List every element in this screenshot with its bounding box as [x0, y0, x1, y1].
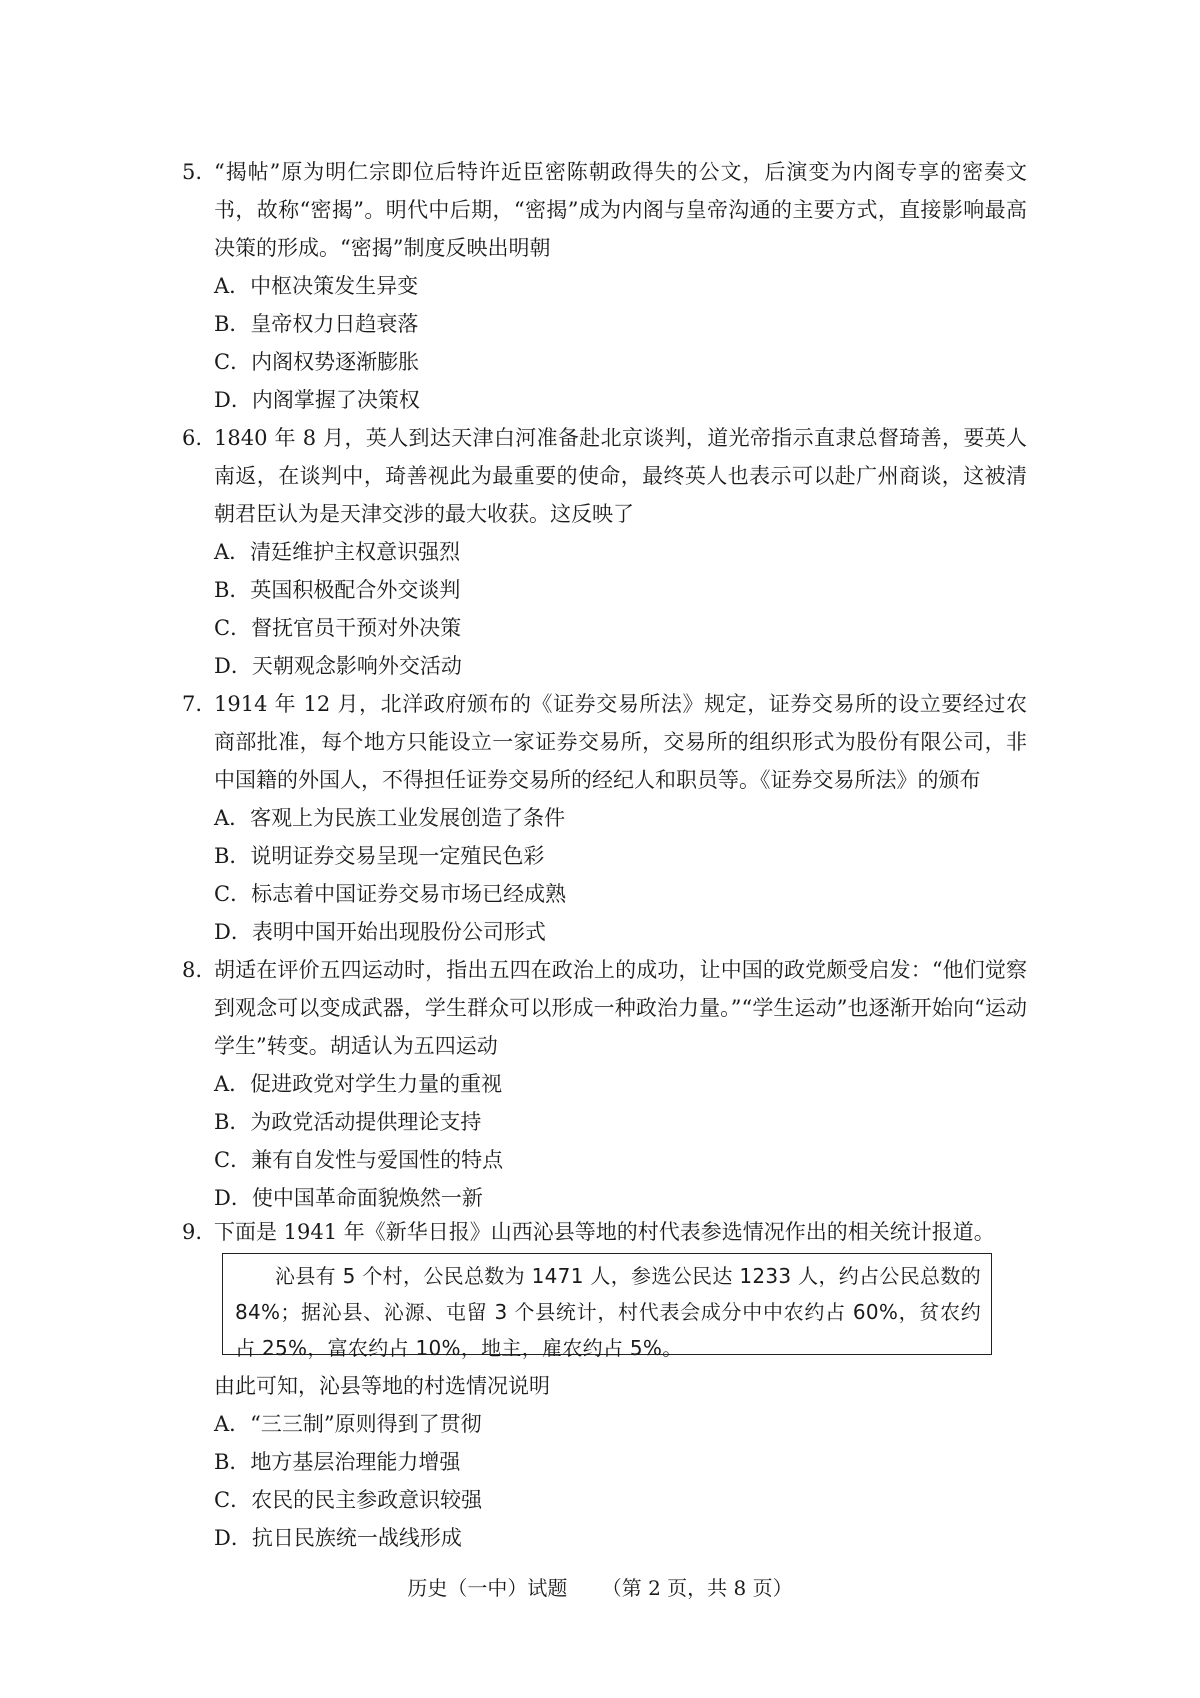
option-a[interactable]: A．客观上为民族工业发展创造了条件: [214, 806, 566, 830]
option-a[interactable]: A．促进政党对学生力量的重视: [214, 1072, 503, 1096]
option-b[interactable]: B．说明证券交易呈现一定殖民色彩: [214, 844, 545, 868]
option-c[interactable]: C．农民的民主参政意识较强: [214, 1488, 483, 1512]
option-c[interactable]: C．内阁权势逐渐膨胀: [214, 350, 420, 374]
question-9-question: 由此可知，沁县等地的村选情况说明: [214, 1374, 550, 1398]
question-number: 5.: [182, 160, 203, 184]
question-number: 9.: [182, 1220, 203, 1244]
question-9-prompt: [214, 1367, 1034, 1557]
question-stem: 胡适在评价五四运动时，指出五四在政治上的成功，让中国的政党颇受启发：“他们觉察到观念可以变成武器，学生群众可以形成一种政治力量。”“学生运动”也逐渐开始向“运动学生”转变。胡适认为五四运动: [214, 958, 1027, 1058]
option-a[interactable]: A．“三三制”原则得到了贯彻: [214, 1412, 482, 1436]
option-a[interactable]: A．中枢决策发生异变: [214, 274, 419, 298]
option-b[interactable]: B．地方基层治理能力增强: [214, 1450, 461, 1474]
question-stem: “揭帖”原为明仁宗即位后特许近臣密陈朝政得失的公文，后演变为内阁专享的密奏文书，故称“密揭”。明代中后期，“密揭”成为内阁与皇帝沟通的主要方式，直接影响最高决策的形成。“密揭”制度反映出明朝: [214, 160, 1027, 260]
footer-subject: 历史（一中）试题: [407, 1576, 568, 1600]
question-9: [182, 1213, 1027, 1251]
question-7: [182, 685, 1027, 951]
option-d[interactable]: D．抗日民族统一战线形成: [214, 1526, 462, 1550]
question-number: 6.: [182, 426, 203, 450]
option-d[interactable]: D．表明中国开始出现股份公司形式: [214, 920, 546, 944]
source-material-box: 沁县有 5 个村，公民总数为 1471 人，参选公民达 1233 人，约占公民总数的84%；据沁县、沁源、屯留 3 个县统计，村代表会成分中中农约占 60%，贫农约占 25%，富农约占 10%，地主，雇农约占 5%。: [222, 1253, 992, 1355]
question-stem: 1840 年 8 月，英人到达天津白河准备赴北京谈判，道光帝指示直隶总督琦善，要英人南返，在谈判中，琦善视此为最重要的使命，最终英人也表示可以赴广州商谈，这被清朝君臣认为是天津交涉的最大收获。这反映了: [214, 426, 1027, 526]
question-5: [182, 153, 1027, 419]
option-a[interactable]: A．清廷维护主权意识强烈: [214, 540, 461, 564]
question-8: [182, 951, 1027, 1217]
option-d[interactable]: D．内阁掌握了决策权: [214, 388, 420, 412]
option-c[interactable]: C．标志着中国证券交易市场已经成熟: [214, 882, 567, 906]
question-stem: 下面是 1941 年《新华日报》山西沁县等地的村代表参选情况作出的相关统计报道。: [214, 1220, 995, 1244]
option-b[interactable]: B．为政党活动提供理论支持: [214, 1110, 482, 1134]
question-stem: 1914 年 12 月，北洋政府颁布的《证券交易所法》规定，证券交易所的设立要经过农商部批准，每个地方只能设立一家证券交易所，交易所的组织形式为股份有限公司，非中国籍的外国人，不得担任证券交易所的经纪人和职员等。《证券交易所法》的颁布: [214, 692, 1027, 792]
option-b[interactable]: B．皇帝权力日趋衰落: [214, 312, 419, 336]
option-c[interactable]: C．督抚官员干预对外决策: [214, 616, 462, 640]
option-d[interactable]: D．天朝观念影响外交活动: [214, 654, 462, 678]
footer-page-number: （第 2 页，共 8 页）: [601, 1576, 793, 1600]
question-6: [182, 419, 1027, 685]
option-d[interactable]: D．使中国革命面貌焕然一新: [214, 1186, 483, 1210]
question-number: 8.: [182, 958, 203, 982]
question-number: 7.: [182, 692, 203, 716]
page-footer: [0, 1572, 1200, 1601]
option-b[interactable]: B．英国积极配合外交谈判: [214, 578, 461, 602]
option-c[interactable]: C．兼有自发性与爱国性的特点: [214, 1148, 504, 1172]
